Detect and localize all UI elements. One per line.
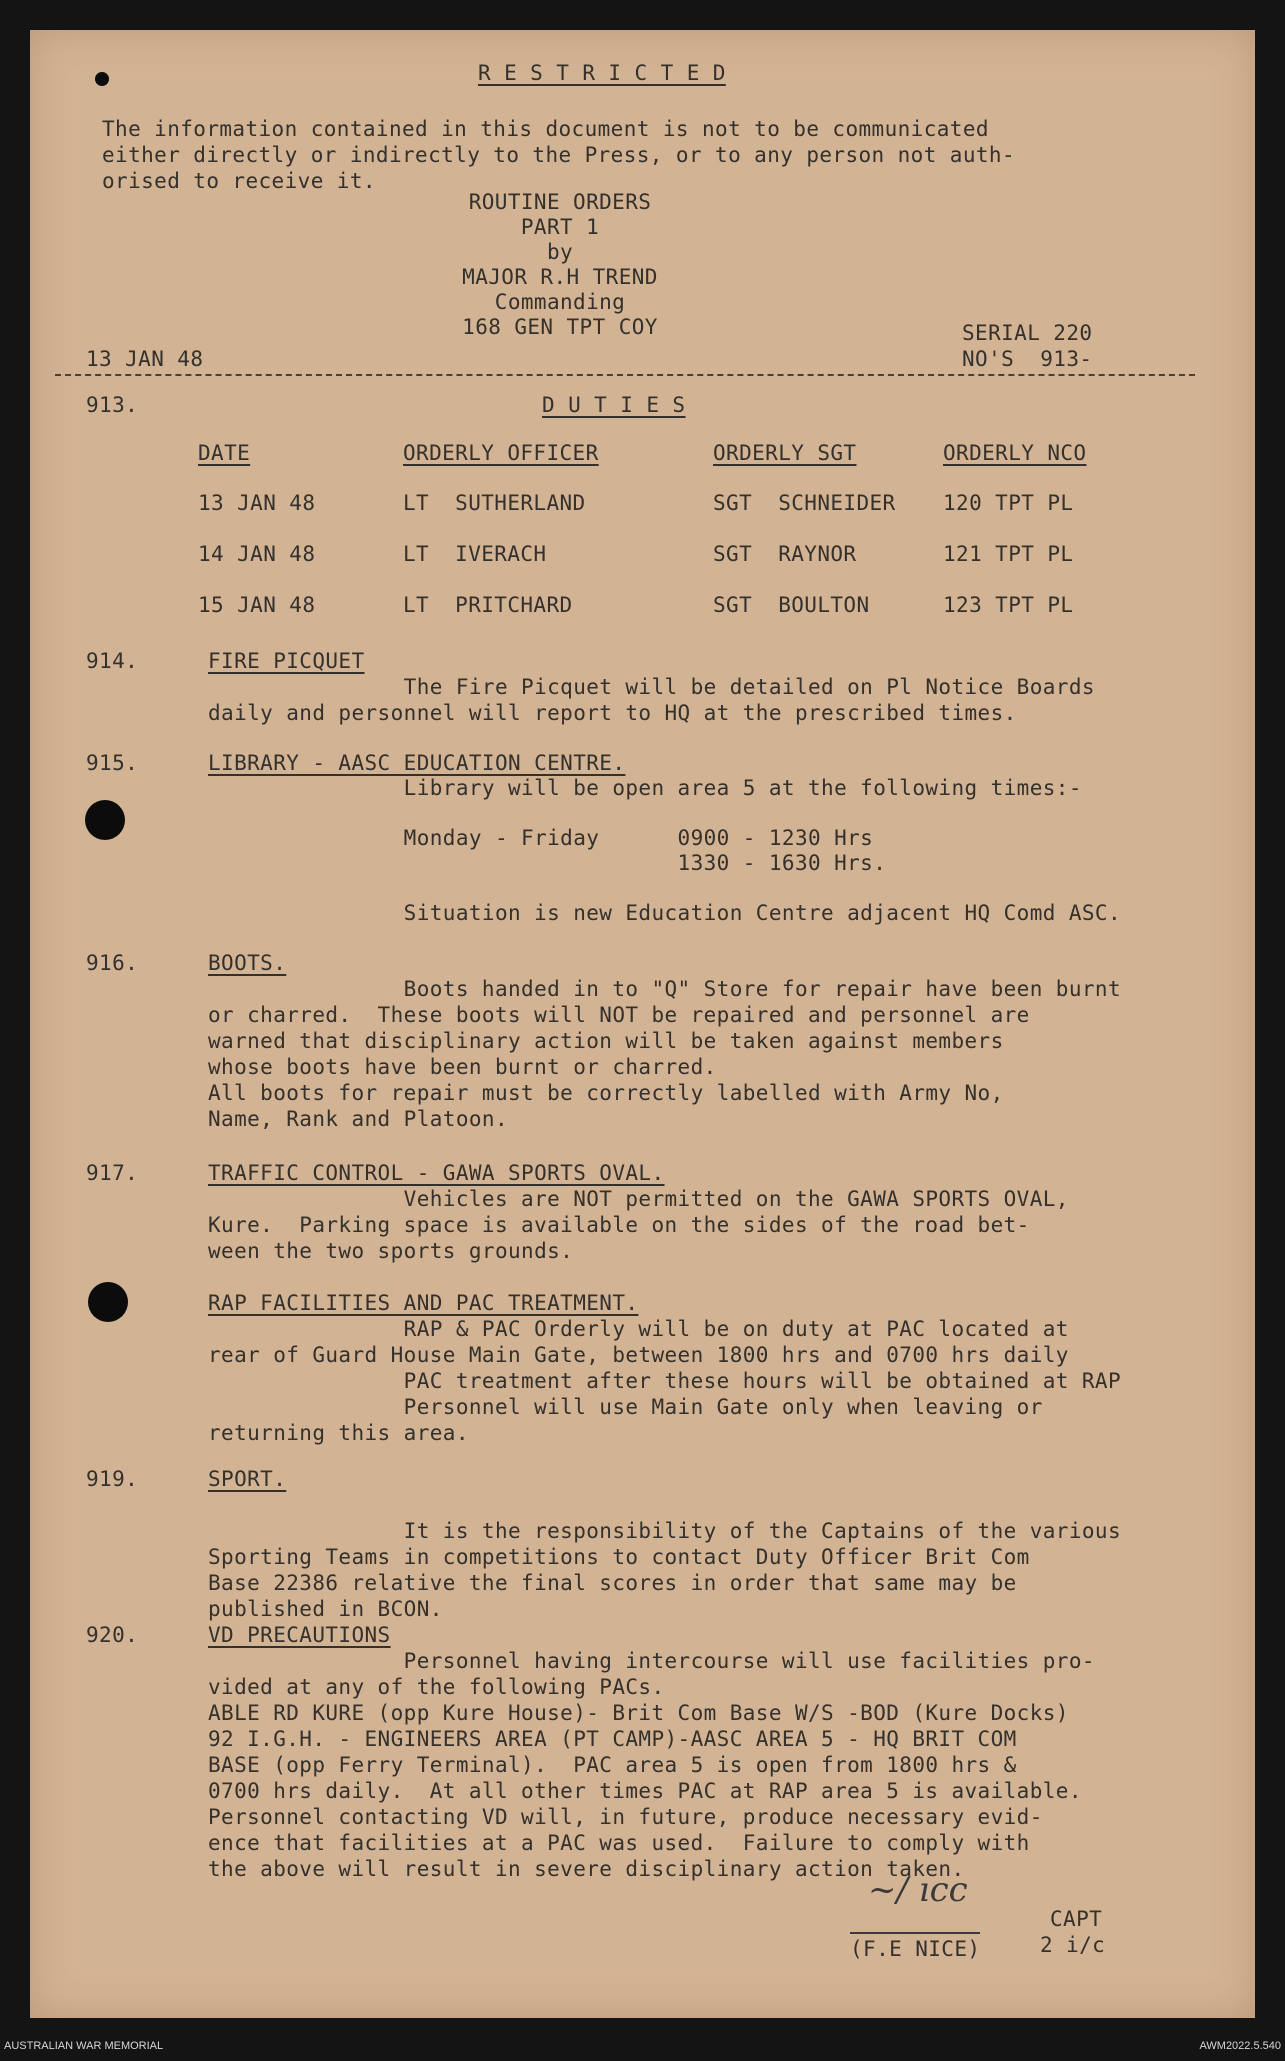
cell-officer: LT SUTHERLAND: [403, 491, 586, 515]
document-date: 13 JAN 48: [86, 347, 204, 371]
cell-nco: 120 TPT PL: [943, 491, 1074, 515]
cell-sgt: SGT BOULTON: [713, 593, 870, 617]
title-block: [360, 190, 760, 340]
order-number: 920.: [86, 1623, 139, 1647]
classification-heading: R E S T R I C T E D: [478, 61, 726, 85]
title-line: ROUTINE ORDERS: [468, 190, 652, 214]
title-line: Commanding: [494, 290, 626, 314]
order-heading: FIRE PICQUET: [208, 649, 365, 673]
title-line: PART 1: [520, 215, 600, 239]
title-line: MAJOR R.H TREND: [462, 265, 658, 289]
cell-sgt: SGT SCHNEIDER: [713, 491, 896, 515]
order-number: 916.: [86, 951, 139, 975]
archive-credit: AUSTRALIAN WAR MEMORIAL: [4, 2040, 164, 2052]
cell-date: 13 JAN 48: [198, 491, 316, 515]
cell-officer: LT PRITCHARD: [403, 593, 573, 617]
order-body: RAP & PAC Orderly will be on duty at PAC located at rear of Guard House Main Gate, between 1800 hrs and 0700 hrs daily PAC treatment after these hours will be obtained at RAP Personnel will use Main Gate only when leaving or returning this area.: [208, 1317, 1122, 1445]
order-heading: RAP FACILITIES AND PAC TREATMENT.: [208, 1291, 639, 1315]
duties-heading: D U T I E S: [542, 393, 686, 417]
divider: [55, 374, 1195, 376]
order-body: Personnel having intercourse will use facilities pro- vided at any of the following PACs. ABLE RD KURE (opp Kure House)- Brit Com Base W/S -BOD (Kure Docks) 92 I.G.H. - ENGINEERS AREA (PT CAMP)-AASC AREA 5 - HQ BRIT COM BASE (opp Ferry Terminal). PAC area 5 is open from 1800 hrs & 0700 hrs daily. At all other times PAC at RAP area 5 is available. Personnel contacting VD will, in future, produce necessary evid- ence that facilities at a PAC was used. Failure to comply with the above will result in severe disciplinary action taken.: [208, 1649, 1095, 1881]
cell-sgt: SGT RAYNOR: [713, 542, 857, 566]
cell-nco: 121 TPT PL: [943, 542, 1074, 566]
order-body: Boots handed in to "Q" Store for repair have been burnt or charred. These boots will NOT be repaired and personnel are warned that disciplinary action will be taken against members whose boots have been burnt or charred. All boots for repair must be correctly labelled with Army No, Name, Rank and Platoon.: [208, 977, 1122, 1131]
order-body: It is the responsibility of the Captains of the various Sporting Teams in competitions to contact Duty Officer Brit Com Base 22386 relative the final scores in order that same may be published in BCON.: [208, 1519, 1122, 1621]
order-heading: TRAFFIC CONTROL - GAWA SPORTS OVAL.: [208, 1161, 665, 1185]
order-body: Library will be open area 5 at the following times:- Monday - Friday 0900 - 1230 Hrs 1330 - 1630 Hrs. Situation is new Education Centre adjacent HQ Comd ASC.: [403, 776, 1122, 925]
punch-hole: [85, 800, 125, 840]
order-body: Vehicles are NOT permitted on the GAWA SPORTS OVAL, Kure. Parking space is available on the sides of the road bet- ween the two sports grounds.: [208, 1187, 1069, 1263]
punch-hole: [95, 72, 109, 86]
order-heading: BOOTS.: [208, 951, 287, 975]
order-number: 915.: [86, 751, 139, 775]
column-header-nco: ORDERLY NCO: [943, 441, 1087, 465]
order-number: [86, 1290, 138, 1316]
handwritten-signature: ~/ ıcc: [868, 1870, 968, 1910]
cell-date: 15 JAN 48: [198, 593, 316, 617]
order-heading: LIBRARY - AASC EDUCATION CENTRE.: [208, 751, 626, 775]
signatory-rank: CAPT: [1050, 1907, 1103, 1931]
cell-nco: 123 TPT PL: [943, 593, 1074, 617]
restriction-notice: The information contained in this document is not to be communicated either directly or indirectly to the Press, or to any person not auth- orised to receive it.: [102, 117, 1016, 193]
document-sheet: [30, 30, 1255, 2018]
serial-number: SERIAL 220: [962, 321, 1093, 345]
order-body: The Fire Picquet will be detailed on Pl Notice Boards daily and personnel will report to HQ at the prescribed times.: [208, 675, 1095, 725]
title-line: 168 GEN TPT COY: [462, 315, 658, 339]
column-header-sgt: ORDERLY SGT: [713, 441, 857, 465]
order-numbers: NO'S 913-: [962, 347, 1093, 371]
order-number: 913.: [86, 393, 139, 417]
order-number: 914.: [86, 649, 139, 673]
order-number: 917.: [86, 1161, 139, 1185]
title-line: by: [546, 240, 574, 264]
signatory-role: 2 i/c: [1040, 1933, 1106, 1957]
signatory-name: (F.E NICE): [850, 1932, 980, 1962]
column-header-date: DATE: [198, 441, 251, 465]
order-heading: VD PRECAUTIONS: [208, 1623, 391, 1647]
cell-officer: LT IVERACH: [403, 542, 547, 566]
order-heading: SPORT.: [208, 1467, 287, 1491]
column-header-officer: ORDERLY OFFICER: [403, 441, 599, 465]
cell-date: 14 JAN 48: [198, 542, 316, 566]
order-number: 919.: [86, 1467, 139, 1491]
archive-reference: AWM2022.5.540: [1199, 2040, 1281, 2052]
